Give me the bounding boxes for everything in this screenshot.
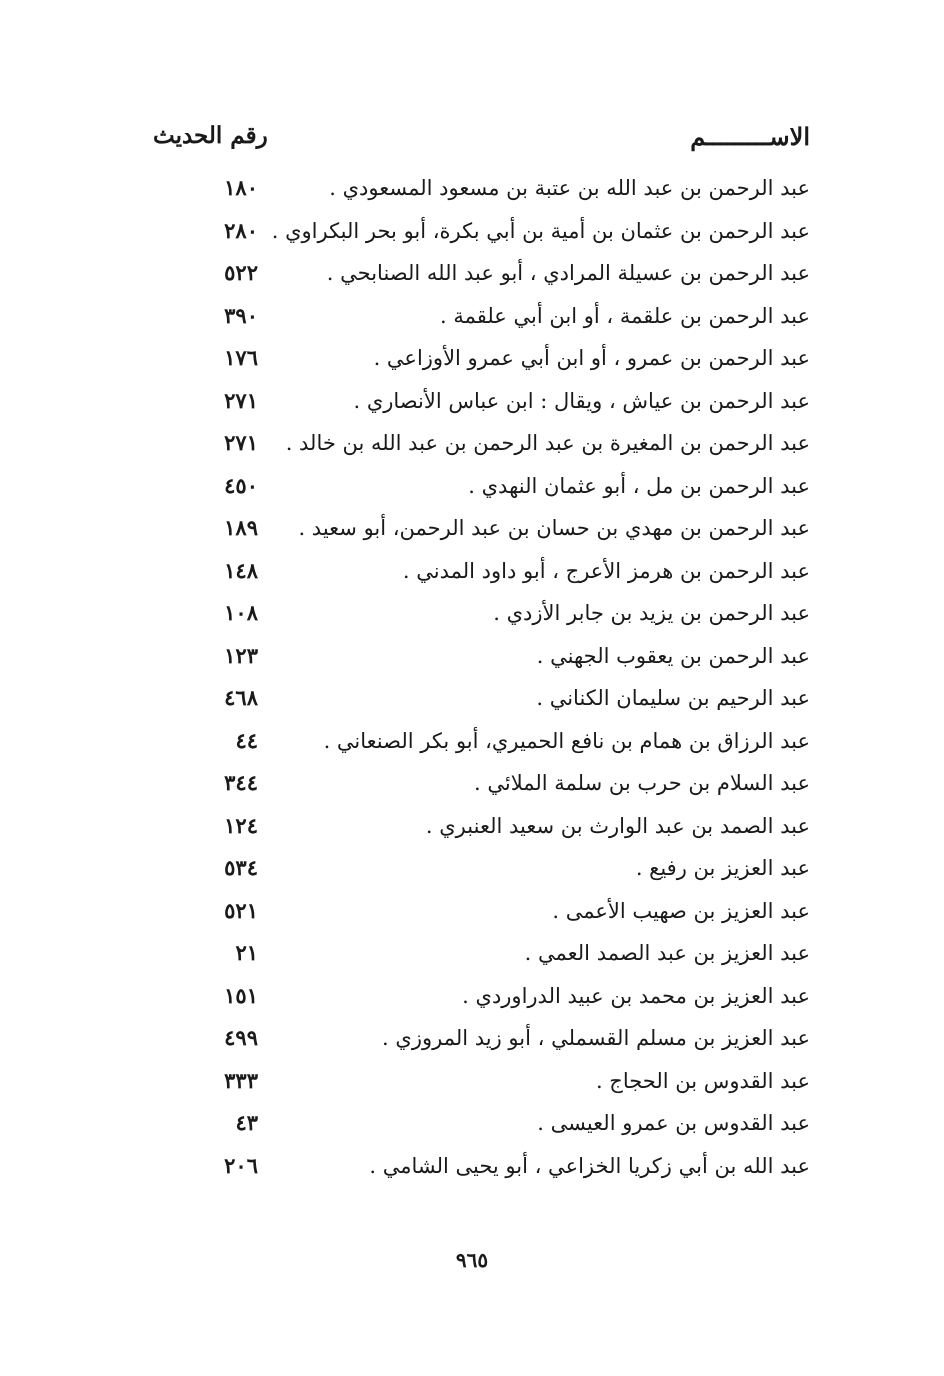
hadith-number: ٤٩٩	[224, 1025, 258, 1050]
narrator-name: عبد الرحمن بن مهدي بن حسان بن عبد الرحمن، أبو سعيد .	[298, 516, 810, 540]
hadith-number: ١٠٨	[224, 600, 258, 625]
hadith-number: ٣٩٠	[224, 302, 258, 328]
hadith-number: ١٧٦	[224, 345, 258, 370]
hadith-number: ٤٦٨	[224, 685, 258, 710]
index-row	[150, 975, 810, 1018]
index-row	[150, 1102, 810, 1145]
page-number: ٩٦٥	[455, 1248, 489, 1272]
hadith-number: ٢١	[235, 940, 258, 965]
hadith-number: ٥٢١	[224, 897, 258, 923]
index-row	[150, 337, 810, 380]
hadith-number: ٢٠٦	[224, 1152, 258, 1178]
narrator-name: عبد العزيز بن مسلم القسملي ، أبو زيد المروزي .	[382, 1026, 810, 1050]
index-row	[150, 1145, 810, 1188]
narrator-name: عبد الرحمن بن عمرو ، أو ابن أبي عمرو الأوزاعي .	[373, 346, 810, 370]
narrator-name: عبد السلام بن حرب بن سلمة الملائي .	[474, 771, 810, 795]
index-row	[150, 1060, 810, 1103]
index-row	[150, 762, 810, 805]
hadith-number-column-header: رقم الحديث	[153, 122, 268, 149]
hadith-number: ٤٥٠	[224, 472, 258, 498]
narrator-name: عبد الرحمن بن عبد الله بن عتبة بن مسعود المسعودي .	[329, 176, 810, 200]
narrator-name: عبد الرحمن بن عثمان بن أمية بن أبي بكرة، أبو بحر البكراوي .	[271, 218, 810, 243]
hadith-number: ٣٤٤	[224, 770, 258, 795]
narrator-name: عبد الرحمن بن مل ، أبو عثمان النهدي .	[468, 473, 810, 498]
narrator-name: عبد الرحمن بن يعقوب الجهني .	[536, 643, 810, 668]
narrator-name: عبد القدوس بن عمرو العيسى .	[537, 1111, 810, 1135]
index-row	[150, 890, 810, 933]
narrator-name: عبد الرحيم بن سليمان الكناني .	[536, 686, 810, 710]
hadith-number: ١٥١	[224, 982, 258, 1008]
index-row	[150, 847, 810, 890]
hadith-number: ١٢٤	[224, 812, 258, 838]
name-column-header: الاســـــــــم	[690, 122, 810, 151]
narrator-name: عبد الرحمن بن علقمة ، أو ابن أبي علقمة .	[439, 303, 810, 328]
narrator-name: عبد الرحمن بن المغيرة بن عبد الرحمن بن عبد الله بن خالد .	[285, 431, 810, 455]
index-row	[150, 805, 810, 848]
hadith-number: ٥٣٤	[224, 855, 258, 880]
hadith-number: ١٨٠	[224, 175, 258, 200]
index-row	[150, 635, 810, 678]
index-row	[150, 465, 810, 508]
hadith-number: ٢٨٠	[224, 217, 258, 243]
index-row	[150, 167, 810, 210]
narrator-name: عبد الصمد بن عبد الوارث بن سعيد العنبري .	[425, 813, 810, 838]
index-row	[150, 1017, 810, 1060]
hadith-number: ٢٧١	[224, 430, 258, 455]
index-row	[150, 932, 810, 975]
index-row	[150, 592, 810, 635]
index-row	[150, 210, 810, 253]
narrator-name: عبد الرحمن بن عسيلة المرادي ، أبو عبد الله الصنابحي .	[326, 261, 810, 285]
hadith-number: ١٨٩	[224, 515, 258, 540]
narrator-name: عبد العزيز بن عبد الصمد العمي .	[524, 941, 810, 965]
index-row	[150, 677, 810, 720]
hadith-number: ٣٣٣	[224, 1067, 258, 1093]
narrator-name: عبد العزيز بن صهيب الأعمى .	[552, 898, 810, 923]
hadith-number: ١٢٣	[224, 642, 258, 668]
index-row	[150, 380, 810, 423]
narrator-name: عبد الله بن أبي زكريا الخزاعي ، أبو يحيى الشامي .	[369, 1153, 810, 1178]
index-row	[150, 507, 810, 550]
hadith-number: ١٤٨	[224, 557, 258, 583]
index-row	[150, 422, 810, 465]
index-row	[150, 295, 810, 338]
narrator-name: عبد الرحمن بن عياش ، ويقال : ابن عباس الأنصاري .	[353, 388, 810, 413]
index-row	[150, 550, 810, 593]
hadith-number: ٤٤	[235, 727, 258, 753]
index-row	[150, 720, 810, 763]
narrator-name: عبد العزيز بن رفيع .	[635, 856, 810, 880]
hadith-number: ٤٣	[235, 1110, 258, 1135]
narrator-name: عبد الرزاق بن همام بن نافع الحميري، أبو بكر الصنعاني .	[323, 728, 810, 753]
index-list	[150, 167, 810, 1187]
narrator-name: عبد القدوس بن الحجاج .	[595, 1068, 810, 1093]
narrator-name: عبد العزيز بن محمد بن عبيد الدراوردي .	[462, 983, 810, 1008]
hadith-number: ٢٧١	[224, 387, 258, 413]
narrator-name: عبد الرحمن بن هرمز الأعرج ، أبو داود المدني .	[402, 558, 810, 583]
narrator-name: عبد الرحمن بن يزيد بن جابر الأزدي .	[493, 601, 810, 625]
index-row	[150, 252, 810, 295]
hadith-number: ٥٢٢	[224, 260, 258, 285]
